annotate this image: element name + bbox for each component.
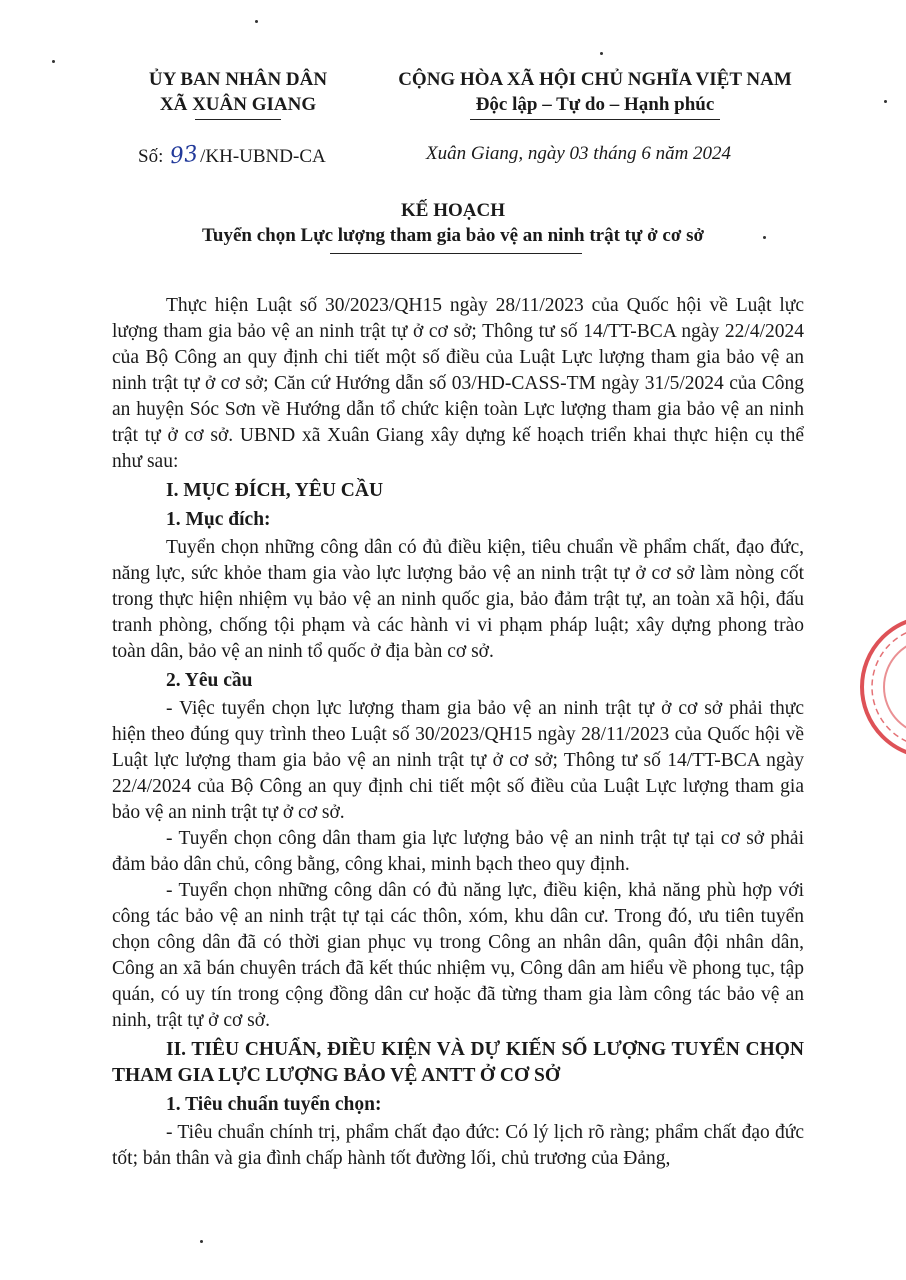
section-2-heading: II. TIÊU CHUẨN, ĐIỀU KIỆN VÀ DỰ KIẾN SỐ LƯỢNG TUYỂN CHỌN THAM GIA LỰC LƯỢNG BẢO VỆ ANTT Ở CƠ SỞ [112, 1039, 804, 1086]
section-1-heading: I. MỤC ĐÍCH, YÊU CẦU [166, 480, 384, 501]
subsection-criteria-heading: 1. Tiêu chuẩn tuyển chọn: [166, 1094, 382, 1115]
subsection-2-heading: 2. Yêu cầu [166, 670, 253, 691]
document-number [138, 143, 326, 168]
intro-paragraph: Thực hiện Luật số 30/2023/QH15 ngày 28/11/2023 của Quốc hội về Luật lực lượng tham gia bảo vệ an ninh trật tự ở cơ sở; Thông tư số 14/TT-BCA ngày 22/4/2024 của Bộ Công an quy định chi tiết một số điều của Luật Lực lượng tham gia bảo vệ an ninh trật tự ở cơ sở; Căn cứ Hướng dẫn số 03/HD-CASS-TM ngày 31/5/2024 của Công an huyện Sóc Sơn về Hướng dẫn tổ chức kiện toàn Lực lượng tham gia bảo vệ an ninh trật tự ở cơ sở. UBND xã Xuân Giang xây dựng kế hoạch triển khai thực hiện cụ thể như sau: [112, 295, 804, 472]
national-motto [370, 67, 820, 120]
title-underline [330, 253, 582, 254]
authority-line-1: ỦY BAN NHÂN DÂN [148, 69, 328, 90]
requirement-1: - Việc tuyển chọn lực lượng tham gia bảo vệ an ninh trật tự ở cơ sở phải thực hiện theo đúng quy trình theo Luật số 30/2023/QH15 ngày 28/11/2023 của Quốc hội về Luật lực lượng tham gia bảo vệ an ninh trật tự ở cơ sở; Thông tư số 14/TT-BCA ngày 22/4/2024 của Bộ Công an quy định chi tiết một số điều của Luật Lực lượng tham gia bảo vệ an ninh trật tự ở cơ sở. [112, 698, 804, 823]
subsection-1-heading: 1. Mục đích: [166, 509, 271, 530]
document-body [112, 293, 804, 1172]
motto-underline [470, 119, 720, 120]
document-number-prefix: Số: [138, 146, 164, 167]
authority-line-2: XÃ XUÂN GIANG [159, 94, 317, 115]
criteria-1: - Tiêu chuẩn chính trị, phẩm chất đạo đức: Có lý lịch rõ ràng; phẩm chất đạo đức tốt; bản thân và gia đình chấp hành tốt đường lối, chủ trương của Đảng, [112, 1122, 804, 1169]
document-number-handwritten: 93 [168, 141, 200, 170]
document-title: KẾ HOẠCH [401, 200, 505, 221]
issuing-authority [118, 67, 358, 120]
document-subtitle: Tuyển chọn Lực lượng tham gia bảo vệ an ninh trật tự ở cơ sở [201, 225, 705, 246]
requirement-3: - Tuyển chọn những công dân có đủ năng lực, điều kiện, khả năng phù hợp với công tác bảo vệ an ninh trật tự tại các thôn, xóm, khu dân cư. Trong đó, ưu tiên tuyển chọn công dân đã có thời gian phục vụ trong Công an nhân dân, quân đội nhân dân, Công an xã bán chuyên trách đã kết thúc nhiệm vụ, Công dân am hiểu về phong tục, tập quán, có uy tín trong cộng đồng dân cư hoặc đã từng tham gia làm công tác bảo vệ an ninh, trật tự ở cơ sở. [112, 880, 804, 1031]
purpose-paragraph: Tuyển chọn những công dân có đủ điều kiện, tiêu chuẩn về phẩm chất, đạo đức, năng lực, sức khỏe tham gia vào lực lượng bảo vệ an ninh trật tự ở cơ sở làm nòng cốt trong thực hiện nhiệm vụ bảo vệ an ninh quốc gia, bảo đảm trật tự, an toàn xã hội, đấu tranh phòng, chống tội phạm và các hành vi vi phạm pháp luật; xây dựng phong trào toàn dân, bảo vệ an ninh tổ quốc ở địa bàn cơ sở. [112, 537, 804, 662]
motto: Độc lập – Tự do – Hạnh phúc [475, 94, 715, 115]
red-stamp-edge [842, 612, 906, 762]
country-name: CỘNG HÒA XÃ HỘI CHỦ NGHĨA VIỆT NAM [398, 69, 792, 90]
requirement-2: - Tuyển chọn công dân tham gia lực lượng bảo vệ an ninh trật tự tại cơ sở phải đảm bảo dân chủ, công bằng, công khai, minh bạch theo quy định. [112, 828, 804, 875]
authority-underline [195, 119, 281, 120]
document-number-suffix: /KH-UBND-CA [200, 146, 326, 167]
place-and-date: Xuân Giang, ngày 03 tháng 6 năm 2024 [426, 143, 732, 164]
